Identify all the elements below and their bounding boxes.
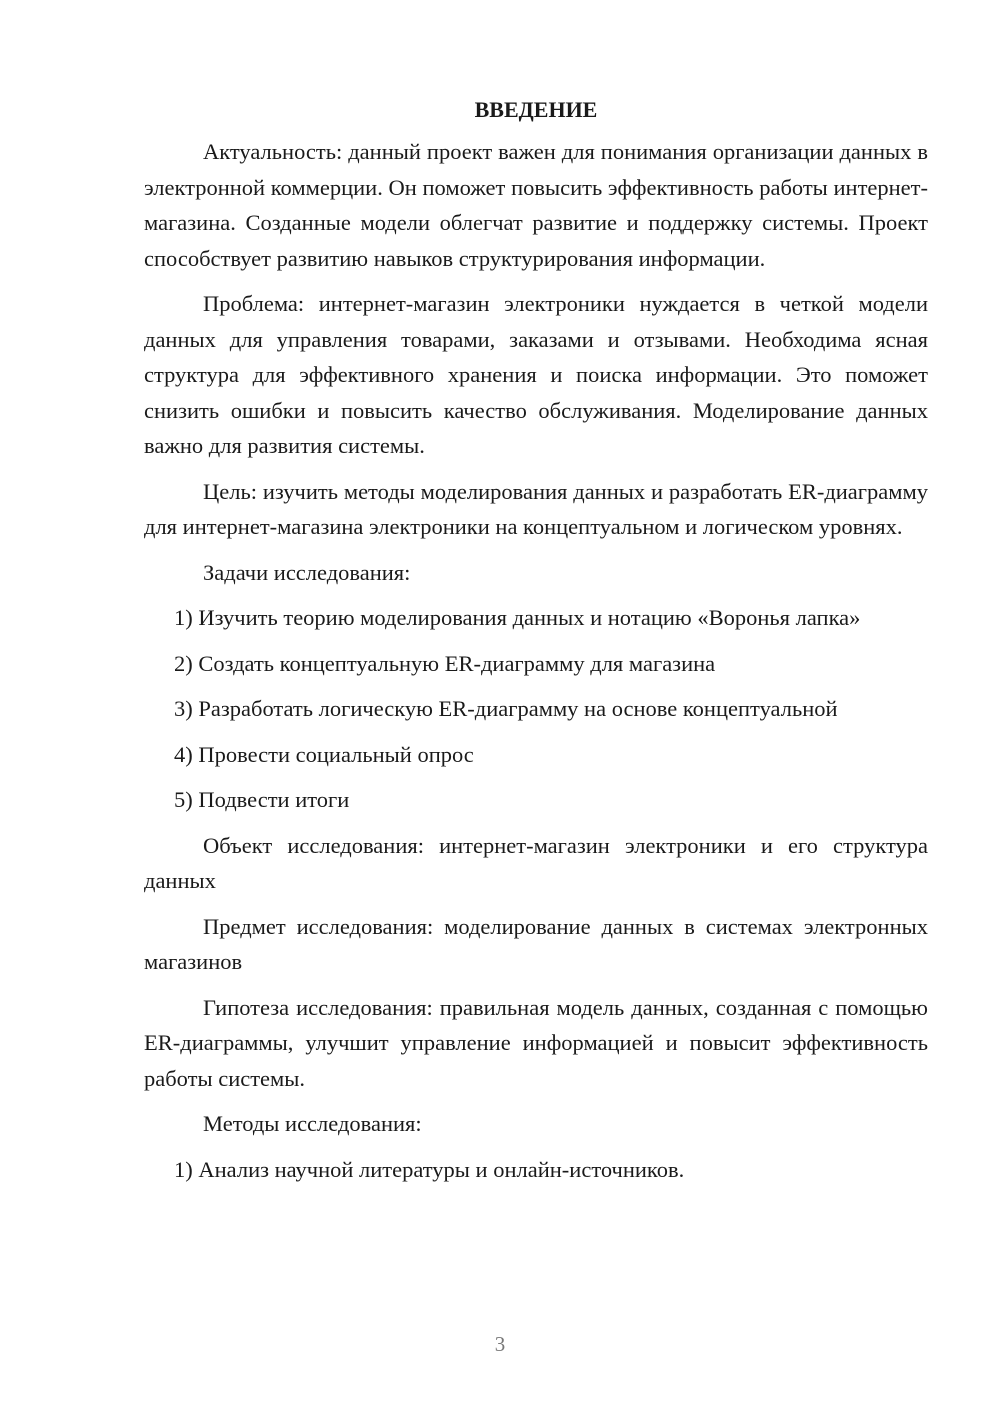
relevance-paragraph: Актуальность: данный проект важен для понимания организации данных в электронной коммерции. Он поможет повысить эффективность работы интернет-магазина. Созданные модели облегчат развитие и поддержку системы. Проект способствует развитию навыков структурирования информации. [144,139,928,271]
task-item-5: 5) Подвести итоги [174,787,350,812]
section-title: ВВЕДЕНИЕ [474,97,598,122]
task-item-2: 2) Создать концептуальную ER-диаграмму для магазина [174,650,716,676]
object-paragraph: Объект исследования: интернет-магазин электроники и его структура данных [144,832,928,893]
hypothesis-paragraph: Гипотеза исследования: правильная модель данных, созданная с помощью ER-диаграммы, улучшит управление информацией и повысит эффективность работы системы. [144,994,928,1091]
task-item-4: 4) Провести социальный опрос [174,741,474,767]
tasks-heading: Задачи исследования: [203,559,411,585]
subject-paragraph: Предмет исследования: моделирование данных в системах электронных магазинов [144,913,928,974]
page-number: 3 [494,1332,506,1356]
task-item-1: 1) Изучить теорию моделирования данных и нотацию «Воронья лапка» [174,605,861,630]
task-item-3: 3) Разработать логическую ER-диаграмму на основе концептуальной [174,696,838,721]
goal-paragraph: Цель: изучить методы моделирования данных и разработать ER-диаграмму для интернет-магазина электроники на концептуальном и логическом уровнях. [144,478,928,539]
methods-heading: Методы исследования: [203,1111,422,1136]
problem-paragraph: Проблема: интернет-магазин электроники нуждается в четкой модели данных для управления товарами, заказами и отзывами. Необходима ясная структура для эффективного хранения и поиска информации. Это поможет снизить ошибки и повысить качество обслуживания. Моделирование данных важно для развития системы. [144,291,928,458]
method-item-1: 1) Анализ научной литературы и онлайн-источников. [174,1156,685,1182]
document-page [144,90,928,1197]
